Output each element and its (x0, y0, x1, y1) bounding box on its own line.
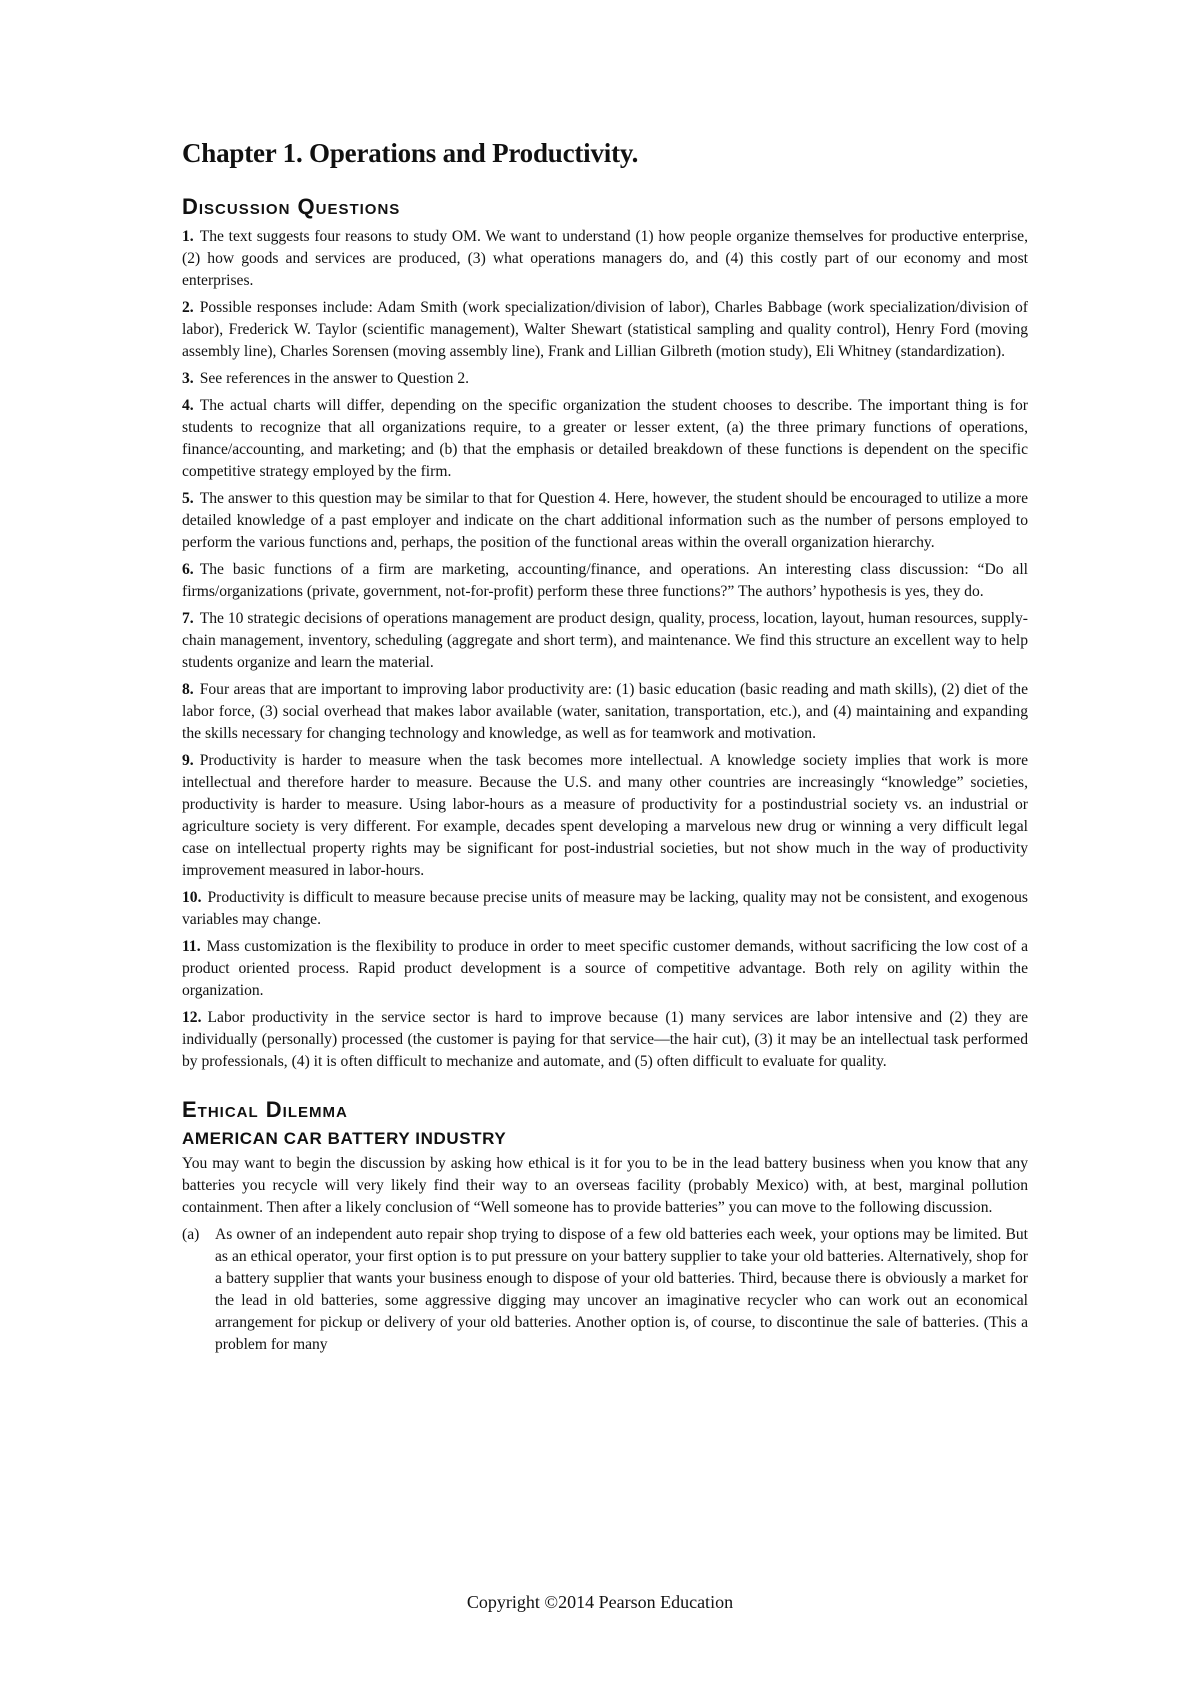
discussion-question-2 (182, 297, 1028, 363)
question-number: 10. (182, 889, 202, 906)
discussion-question-3 (182, 368, 1028, 390)
discussion-question-1 (182, 226, 1028, 292)
question-text: The actual charts will differ, depending on the specific organization the student chooses to describe. The important thing is for students to recognize that all organizations require, to a greater or lesser extent, (a) the three primary functions of operations, finance/accounting, and marketing; and (b) that the emphasis or detailed breakdown of these functions is dependent on the specific competitive strategy employed by the firm. (182, 397, 1028, 480)
discussion-question-7 (182, 608, 1028, 674)
ethical-dilemma-heading: Ethical Dilemma (182, 1097, 348, 1122)
discussion-question-8 (182, 679, 1028, 745)
question-number: 5. (182, 490, 194, 507)
discussion-question-11 (182, 936, 1028, 1002)
discussion-questions-list (182, 226, 1028, 1073)
question-text: The answer to this question may be similar to that for Question 4. Here, however, the student should be encouraged to utilize a more detailed knowledge of a past employer and indicate on the chart additional information such as the number of persons employed to perform the various functions and, perhaps, the position of the functional areas within the overall organization hierarchy. (182, 490, 1028, 551)
question-text: Mass customization is the flexibility to produce in order to meet specific customer demands, without sacrificing the low cost of a product oriented process. Rapid product development is a source of competitive advantage. Both rely on agility within the organization. (182, 938, 1028, 999)
item-letter: (a) (182, 1226, 200, 1243)
question-text: The 10 strategic decisions of operations management are product design, quality, process, location, layout, human resources, supply-chain management, inventory, scheduling (aggregate and short term), and maintenance. We find this structure an excellent way to help students organize and learn the material. (182, 610, 1028, 671)
question-number: 2. (182, 299, 194, 316)
question-text: Four areas that are important to improving labor productivity are: (1) basic education (basic reading and math skills), (2) diet of the labor force, (3) social overhead that makes labor available (water, sanitation, transportation, etc.), and (4) maintaining and expanding the skills necessary for changing technology and knowledge, as well as for teamwork and motivation. (182, 681, 1028, 742)
question-number: 11. (182, 938, 201, 955)
question-text: The text suggests four reasons to study OM. We want to understand (1) how people organize themselves for productive enterprise, (2) how goods and services are produced, (3) what operations managers do, and (4) this costly part of our economy and most enterprises. (182, 228, 1028, 289)
question-text: Labor productivity in the service sector is hard to improve because (1) many services are labor intensive and (2) they are individually (personally) processed (the customer is paying for that service—the hair cut), (3) it may be an intellectual task performed by professionals, (4) it is often difficult to mechanize and automate, and (5) often difficult to evaluate for quality. (182, 1009, 1028, 1070)
chapter-title: Chapter 1. Operations and Productivity. (182, 138, 639, 168)
ethical-dilemma-intro: You may want to begin the discussion by asking how ethical is it for you to be in the lead battery business when you know that any batteries you recycle will very likely find their way to an overseas facility (probably Mexico) with, at best, marginal pollution containment. Then after a likely conclusion of “Well someone has to provide batteries” you can move to the following discussion. (182, 1155, 1028, 1216)
discussion-question-5 (182, 488, 1028, 554)
discussion-question-12 (182, 1007, 1028, 1073)
question-number: 9. (182, 752, 194, 769)
question-number: 12. (182, 1009, 202, 1026)
page-content (182, 138, 1028, 1356)
question-text: See references in the answer to Question 2. (199, 370, 470, 387)
question-number: 3. (182, 370, 194, 387)
discussion-question-6 (182, 559, 1028, 603)
question-text: Productivity is harder to measure when the task becomes more intellectual. A knowledge society implies that work is more intellectual and therefore harder to measure. Because the U.S. and many other countries are increasingly “knowledge” societies, productivity is harder to measure. Using labor-hours as a measure of productivity for a postindustrial society vs. an industrial or agriculture society is very different. For example, decades spent developing a marvelous new drug or winning a very difficult legal case on intellectual property rights may be significant for post-industrial societies, but not show much in the way of productivity improvement measured in labor-hours. (182, 752, 1028, 879)
question-number: 1. (182, 228, 194, 245)
discussion-question-9 (182, 750, 1028, 882)
question-text: Productivity is difficult to measure because precise units of measure may be lacking, quality may not be consistent, and exogenous variables may change. (182, 889, 1028, 928)
ethical-item-a (182, 1224, 1028, 1356)
question-number: 6. (182, 561, 194, 578)
question-text: Possible responses include: Adam Smith (work specialization/division of labor), Charles Babbage (work specialization/division of labor), Frederick W. Taylor (scientific management), Walter Shewart (statistical sampling and quality control), Henry Ford (moving assembly line), Charles Sorensen (moving assembly line), Frank and Lillian Gilbreth (motion study), Eli Whitney (standardization). (182, 299, 1028, 360)
discussion-question-10 (182, 887, 1028, 931)
question-number: 8. (182, 681, 194, 698)
item-text: As owner of an independent auto repair shop trying to dispose of a few old batteries each week, your options may be limited. But as an ethical operator, your first option is to put pressure on your battery supplier to take your old batteries. Alternatively, shop for a battery supplier that wants your business enough to dispose of your old batteries. Third, because there is obviously a market for the lead in old batteries, some aggressive digging may uncover an imaginative recycler who can work out an economical arrangement for pickup or delivery of your old batteries. Another option is, of course, to discontinue the sale of batteries. (This a problem for many (215, 1226, 1028, 1353)
question-text: The basic functions of a firm are marketing, accounting/finance, and operations. An interesting class discussion: “Do all firms/organizations (private, government, not-for-profit) perform these three functions?” The authors’ hypothesis is yes, they do. (182, 561, 1028, 600)
discussion-questions-heading: Discussion Questions (182, 194, 401, 219)
copyright-footer: Copyright ©2014 Pearson Education (466, 1592, 734, 1612)
question-number: 4. (182, 397, 194, 414)
discussion-question-4 (182, 395, 1028, 483)
ethical-dilemma-subheading: AMERICAN CAR BATTERY INDUSTRY (182, 1129, 507, 1148)
question-number: 7. (182, 610, 194, 627)
